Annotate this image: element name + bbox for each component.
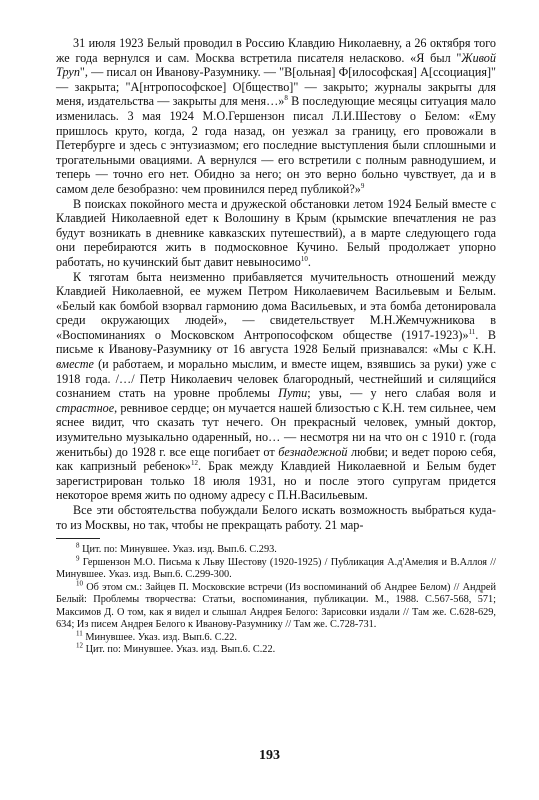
footnote-ref: 12 bbox=[191, 459, 199, 468]
italic-text: вместе bbox=[56, 357, 94, 372]
text-run: Все эти обстоятельства побуждали Белого искать возможность выбраться куда-то из Москвы, но так, чтобы не прекращать работу. 21 мар- bbox=[56, 503, 496, 532]
footnote bbox=[56, 541, 496, 557]
text-run: , ревнивое сердце; он мучается нашей близостью с К.Н. тем сильнее, чем яснее видит, что сказать тут нечего. Он прекрасный человек, умный доктор, изумительно музыкально одаренный, но… — несмотря ни на что он с 1910 г. (года женитьбы) до 1928 г. все еще погибает от bbox=[56, 400, 496, 459]
page-number: 193 bbox=[259, 748, 280, 763]
text-run: любви; и ведет порою себя, как капризный ребенок» bbox=[56, 444, 496, 474]
body-paragraph bbox=[56, 270, 496, 504]
footnote bbox=[56, 641, 496, 657]
italic-text: страстное bbox=[56, 400, 115, 415]
italic-text: Живой Труп bbox=[56, 50, 496, 80]
footnote-text: Гершензон М.О. Письма к Льву Шестову (1920-1925) / Публикация А.д'Амелия и В.Аллоя // Минувшее. Указ. изд. Вып.6. С.299-300. bbox=[56, 556, 496, 581]
footnote-text: Об этом см.: Зайцев П. Московские встречи (Из воспоминаний об Андрее Белом) // Андрей Белый: Проблемы творчества: Статьи, воспоминания, публикации. М., 1988. С.567-568, 571; Максимов Д. О том, как я видел и слышал Андрея Белого: Зарисовки издали // Там же. С.628-629, 634; Из писем Андрея Белого к Иванову-Разумнику // Там же. С.728-731. bbox=[56, 581, 497, 631]
footnote-text: Цит. по: Минувшее. Указ. изд. Вып.6. С.293. bbox=[82, 544, 277, 556]
footnote-text: Цит. по: Минувшее. Указ. изд. Вып.6. С.22. bbox=[85, 644, 276, 656]
text-run: ; увы, — у него слабая воля и bbox=[307, 386, 496, 401]
main-text bbox=[56, 36, 496, 532]
text-run: К тяготам быта неизменно прибавляется мучительность отношений между Клавдией Николаевной, ее мужем Петром Николаевичем Васильевым и Белым. «Белый как бомбой взорвал гармонию дома Васильевых, и эта бомба детонировала среди окружающих людей», — свидетельствует М.Н.Жемчужникова в «Воспоминаниях о Московском Антропософском обществе (1917-1923)» bbox=[56, 269, 496, 342]
footnote-number: 12 bbox=[76, 641, 83, 650]
text-run: (и работаем, и морально мыслим, и вместе ищем, взявшись за руки) уже с 1918 года. /…/ Петр Николаевич человек благородный, честнейший и силящийся сознанием стать на уровне проблемы bbox=[56, 357, 496, 401]
footnote-ref: 9 bbox=[360, 181, 365, 190]
footnote-number: 9 bbox=[76, 554, 80, 563]
footnote bbox=[56, 554, 496, 582]
footnote-number: 10 bbox=[76, 579, 83, 588]
text-run: . bbox=[307, 254, 311, 269]
italic-text: Пути bbox=[278, 386, 308, 401]
footnote-number: 11 bbox=[76, 629, 83, 638]
footnote bbox=[56, 579, 497, 632]
footnotes bbox=[56, 541, 497, 657]
italic-text: безнадежной bbox=[278, 444, 348, 459]
body-paragraph bbox=[56, 197, 496, 270]
footnote bbox=[56, 629, 496, 645]
footnote-divider bbox=[56, 538, 100, 539]
footnote-number: 8 bbox=[76, 541, 80, 550]
body-paragraph bbox=[56, 36, 496, 197]
footnote-ref: 8 bbox=[284, 94, 288, 103]
text-run: ", — писал он Иванову-Разумнику. — "В[ольная] Ф[илософская] А[ссоциация]" — закрыта; "А[нтропософское] О[бщество]" — закрыто; журналы закрыты для меня, издательства — закрыты для меня…» bbox=[56, 65, 496, 109]
footnote-ref: 10 bbox=[300, 254, 308, 263]
text-run: В последующие месяцы ситуация мало изменилась. 3 мая 1924 М.О.Гершензон писал Л.И.Шестову о Белом: «Ему пришлось круто, когда, 2 года назад, он уезжал за границу, его провожали в Петербурге и здесь с энтузиазмом; его последние выступления были сплошными и трогательными овациями. А вернулся — его встретили с полным равнодушием, и теперь — точно его нет. Обидно за него; он это верно больно чувствует, да и в самом деле безобразно: чем провинился перед публикой?» bbox=[56, 94, 496, 196]
text-run: . Брак между Клавдией Николаевной и Белым будет зарегистрирован только 18 июля 1931, но и после этого супругам придется некоторое время жить по одному адресу с П.Н.Васильевым. bbox=[56, 459, 496, 503]
text-run: 31 июля 1923 Белый проводил в Россию Клавдию Николаевну, а 26 октября того же года вернулся и сам. Москва встретила писателя неласково. «Я был " bbox=[56, 36, 496, 65]
text-run: . В письме к Иванову-Разумнику от 16 августа 1928 Белый признавался: «Мы с К.Н. bbox=[56, 327, 496, 357]
text-run: В поисках покойного места и дружеской обстановки летом 1924 Белый вместе с Клавдией Николаевной едет к Волошину в Крым (крымские впечатления не раз будут возникать в дневнике кавказских путешествий), а в марте следующего года они перебираются жить в подмосковное Кучино. Белый продолжает упорно работать, но кучинский быт давит невыносимо bbox=[56, 196, 496, 269]
footnote-text: Минувшее. Указ. изд. Вып.6. С.22. bbox=[85, 631, 238, 643]
footnote-ref: 11 bbox=[468, 327, 476, 336]
book-page bbox=[56, 36, 496, 657]
body-paragraph bbox=[56, 503, 496, 532]
